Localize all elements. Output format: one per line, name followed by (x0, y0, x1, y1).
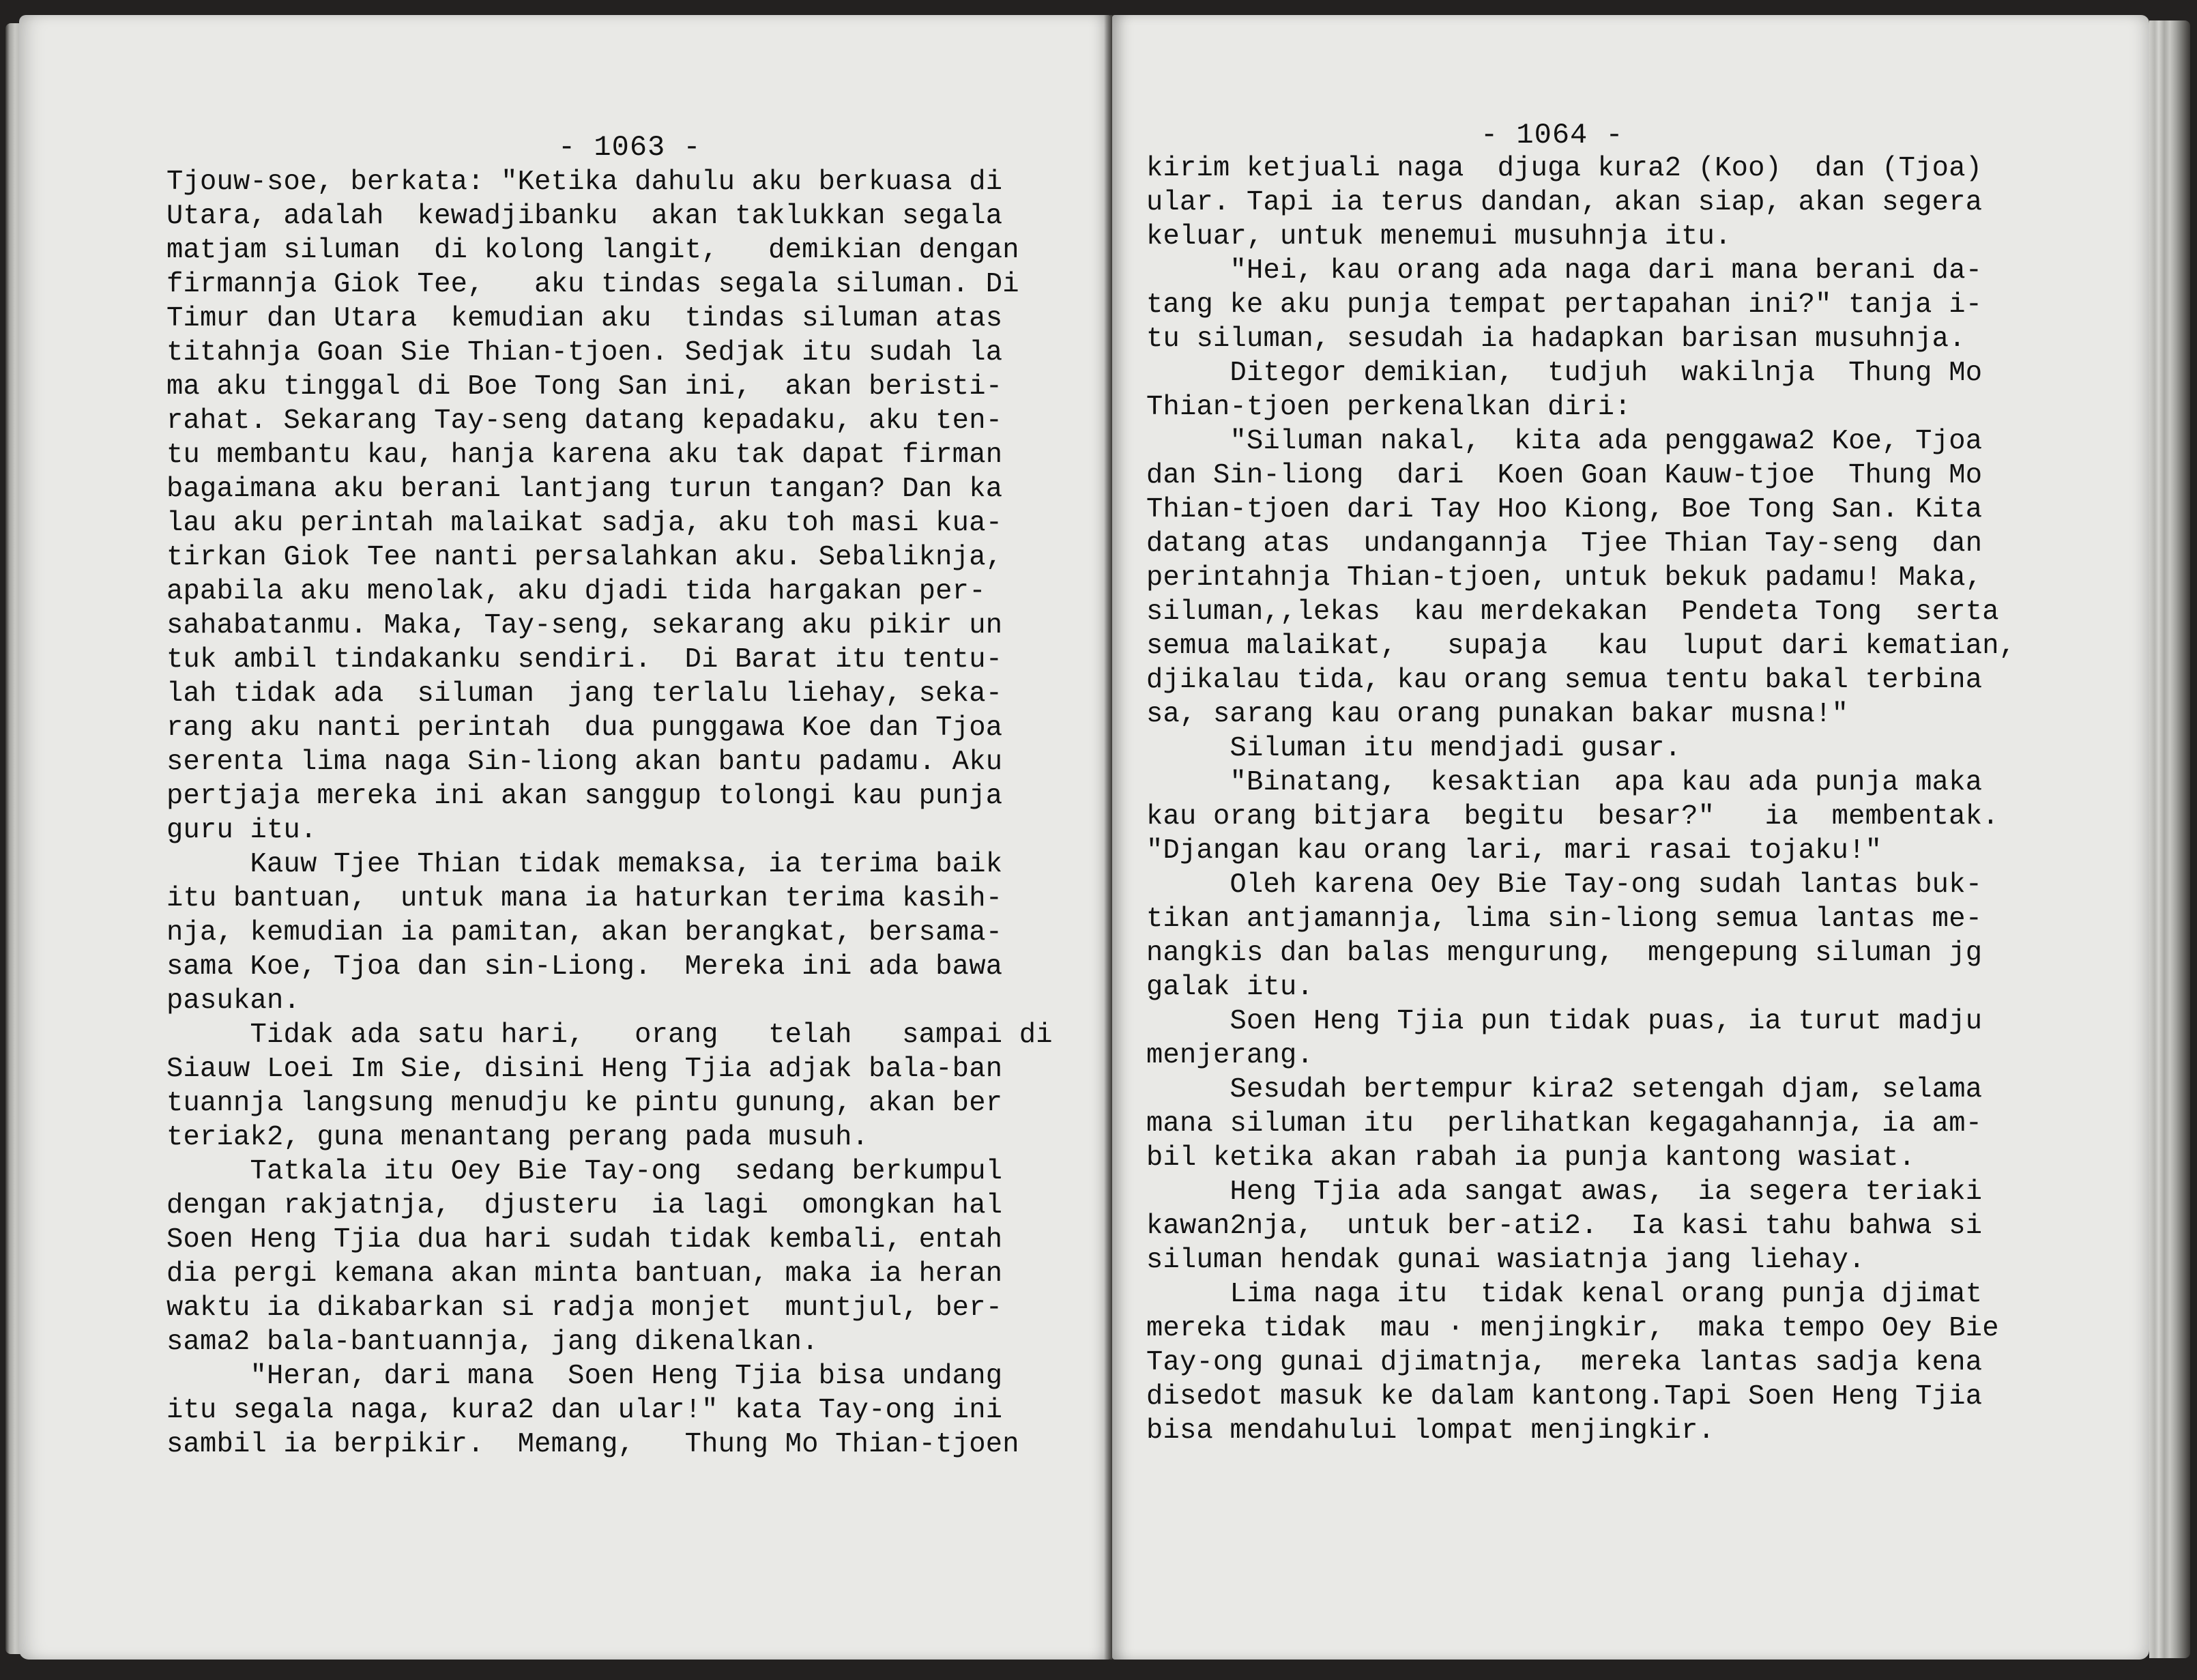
text-line: teriak2, guna menantang perang pada musuh. (166, 1122, 869, 1153)
text-line: tirkan Giok Tee nanti persalahkan aku. Sebaliknja, (166, 542, 1003, 573)
right-page-number: - 1064 - (1481, 119, 1624, 151)
text-line: kau orang bitjara begitu besar?" ia membentak. (1146, 801, 1999, 832)
text-line: djikalau tida, kau orang semua tentu bakal terbina (1146, 665, 1983, 696)
text-line: siluman hendak gunai wasiatnja jang liehay. (1146, 1245, 1865, 1276)
text-line: Kauw Tjee Thian tidak memaksa, ia terima baik (166, 849, 1003, 880)
text-line: rang aku nanti perintah dua punggawa Koe dan Tjoa (166, 712, 1003, 744)
text-line: "Heran, dari mana Soen Heng Tjia bisa undang (166, 1361, 1003, 1392)
text-line: Ditegor demikian, tudjuh wakilnja Thung Mo (1146, 358, 1983, 389)
text-line: Soen Heng Tjia pun tidak puas, ia turut madju (1146, 1006, 1983, 1037)
text-line: nja, kemudian ia pamitan, akan berangkat, bersama- (166, 917, 1003, 948)
text-line: sambil ia berpikir. Memang, Thung Mo Thian-tjoen (166, 1429, 1019, 1460)
text-line: Timur dan Utara kemudian aku tindas siluman atas (166, 303, 1003, 334)
text-line: Heng Tjia ada sangat awas, ia segera teriaki (1146, 1176, 1983, 1208)
text-line: bil ketika akan rabah ia punja kantong wasiat. (1146, 1142, 1916, 1174)
text-line: mana siluman itu perlihatkan kegagahannja, ia am- (1146, 1108, 1983, 1140)
text-line: tang ke aku punja tempat pertapahan ini?" tanja i- (1146, 289, 1983, 321)
text-line: tuannja langsung menudju ke pintu gunung, akan ber (166, 1088, 1003, 1119)
text-line: waktu ia dikabarkan si radja monjet muntjul, ber- (166, 1292, 1003, 1324)
text-line: Thian-tjoen dari Tay Hoo Kiong, Boe Tong San. Kita (1146, 494, 1983, 525)
text-line: perintahnja Thian-tjoen, untuk bekuk padamu! Maka, (1146, 562, 1983, 594)
text-line: Tidak ada satu hari, orang telah sampai di (166, 1019, 1053, 1051)
text-line: tu siluman, sesudah ia hadapkan barisan musuhnja. (1146, 323, 1966, 355)
text-line: firmannja Giok Tee, aku tindas segala siluman. Di (166, 269, 1019, 300)
text-line: serenta lima naga Sin-liong akan bantu padamu. Aku (166, 747, 1003, 778)
left-page-number: - 1063 - (558, 131, 701, 164)
text-line: sahabatanmu. Maka, Tay-seng, sekarang aku pikir un (166, 610, 1003, 641)
text-line: Thian-tjoen perkenalkan diri: (1146, 392, 1631, 423)
text-line: dia pergi kemana akan minta bantuan, maka ia heran (166, 1258, 1003, 1290)
text-line: tu membantu kau, hanja karena aku tak dapat firman (166, 439, 1003, 471)
text-line: keluar, untuk menemui musuhnja itu. (1146, 221, 1732, 252)
text-line: galak itu. (1146, 972, 1314, 1003)
text-line: Sesudah bertempur kira2 setengah djam, selama (1146, 1074, 1983, 1105)
right-page (1112, 15, 2149, 1660)
text-line: guru itu. (166, 815, 317, 846)
text-line: Utara, adalah kewadjibanku akan taklukkan segala (166, 201, 1003, 232)
text-line: nangkis dan balas mengurung, mengepung siluman jg (1146, 938, 1983, 969)
text-line: pertjaja mereka ini akan sanggup tolongi kau punja (166, 781, 1003, 812)
text-line: Siauw Loei Im Sie, disini Heng Tjia adjak bala-ban (166, 1054, 1003, 1085)
text-line: Tjouw-soe, berkata: "Ketika dahulu aku berkuasa di (166, 166, 1003, 198)
text-line: semua malaikat, supaja kau luput dari kematian, (1146, 631, 2016, 662)
text-line: Soen Heng Tjia dua hari sudah tidak kembali, entah (166, 1224, 1003, 1256)
text-line: bagaimana aku berani lantjang turun tangan? Dan ka (166, 474, 1003, 505)
text-line: Siluman itu mendjadi gusar. (1146, 733, 1682, 764)
text-line: datang atas undangannja Tjee Thian Tay-seng dan (1146, 528, 1983, 560)
text-line: sa, sarang kau orang punakan bakar musna!" (1146, 699, 1849, 730)
text-line: Tay-ong gunai djimatnja, mereka lantas sadja kena (1146, 1347, 1983, 1378)
text-line: dengan rakjatnja, djusteru ia lagi omongkan hal (166, 1190, 1003, 1221)
right-page-body (1146, 151, 2016, 1448)
text-line: Tatkala itu Oey Bie Tay-ong sedang berkumpul (166, 1156, 1003, 1187)
text-line: apabila aku menolak, aku djadi tida hargakan per- (166, 576, 986, 607)
text-line: disedot masuk ke dalam kantong.Tapi Soen Heng Tjia (1146, 1381, 1983, 1413)
text-line: tikan antjamannja, lima sin-liong semua lantas me- (1146, 903, 1983, 935)
text-line: "Djangan kau orang lari, mari rasai tojaku!" (1146, 835, 1882, 867)
text-line: matjam siluman di kolong langit, demikian dengan (166, 235, 1019, 266)
text-line: rahat. Sekarang Tay-seng datang kepadaku, aku ten- (166, 405, 1003, 437)
text-line: tuk ambil tindakanku sendiri. Di Barat itu tentu- (166, 644, 1003, 676)
text-line: ma aku tinggal di Boe Tong San ini, akan beristi- (166, 371, 1003, 403)
text-line: kawan2nja, untuk ber-ati2. Ia kasi tahu bahwa si (1146, 1211, 1983, 1242)
text-line: ular. Tapi ia terus dandan, akan siap, akan segera (1146, 187, 1983, 218)
text-line: "Siluman nakal, kita ada penggawa2 Koe, Tjoa (1146, 426, 1983, 457)
left-page (19, 15, 1111, 1660)
text-line: itu segala naga, kura2 dan ular!" kata Tay-ong ini (166, 1395, 1003, 1426)
text-line: sama2 bala-bantuannja, jang dikenalkan. (166, 1327, 819, 1358)
text-line: bisa mendahului lompat menjingkir. (1146, 1415, 1715, 1447)
text-line: "Hei, kau orang ada naga dari mana berani da- (1146, 255, 1983, 287)
text-line: pasukan. (166, 985, 301, 1017)
text-line: itu bantuan, untuk mana ia haturkan terima kasih- (166, 883, 1003, 914)
left-page-body (166, 165, 1053, 1462)
text-line: Oleh karena Oey Bie Tay-ong sudah lantas buk- (1146, 869, 1983, 901)
text-line: lau aku perintah malaikat sadja, aku toh masi kua- (166, 508, 1003, 539)
text-line: "Binatang, kesaktian apa kau ada punja maka (1146, 767, 1983, 798)
text-line: lah tidak ada siluman jang terlalu liehay, seka- (166, 678, 1003, 710)
text-line: dan Sin-liong dari Koen Goan Kauw-tjoe Thung Mo (1146, 460, 1983, 491)
book-right-page-edges (2149, 20, 2190, 1658)
text-line: titahnja Goan Sie Thian-tjoen. Sedjak itu sudah la (166, 337, 1003, 368)
text-line: menjerang. (1146, 1040, 1314, 1071)
text-line: mereka tidak mau · menjingkir, maka tempo Oey Bie (1146, 1313, 1999, 1344)
text-line: sama Koe, Tjoa dan sin-Liong. Mereka ini ada bawa (166, 951, 1003, 983)
text-line: Lima naga itu tidak kenal orang punja djimat (1146, 1279, 1983, 1310)
text-line: siluman,,lekas kau merdekakan Pendeta Tong serta (1146, 596, 1999, 628)
text-line: kirim ketjuali naga djuga kura2 (Koo) dan (Tjoa) (1146, 153, 1983, 184)
